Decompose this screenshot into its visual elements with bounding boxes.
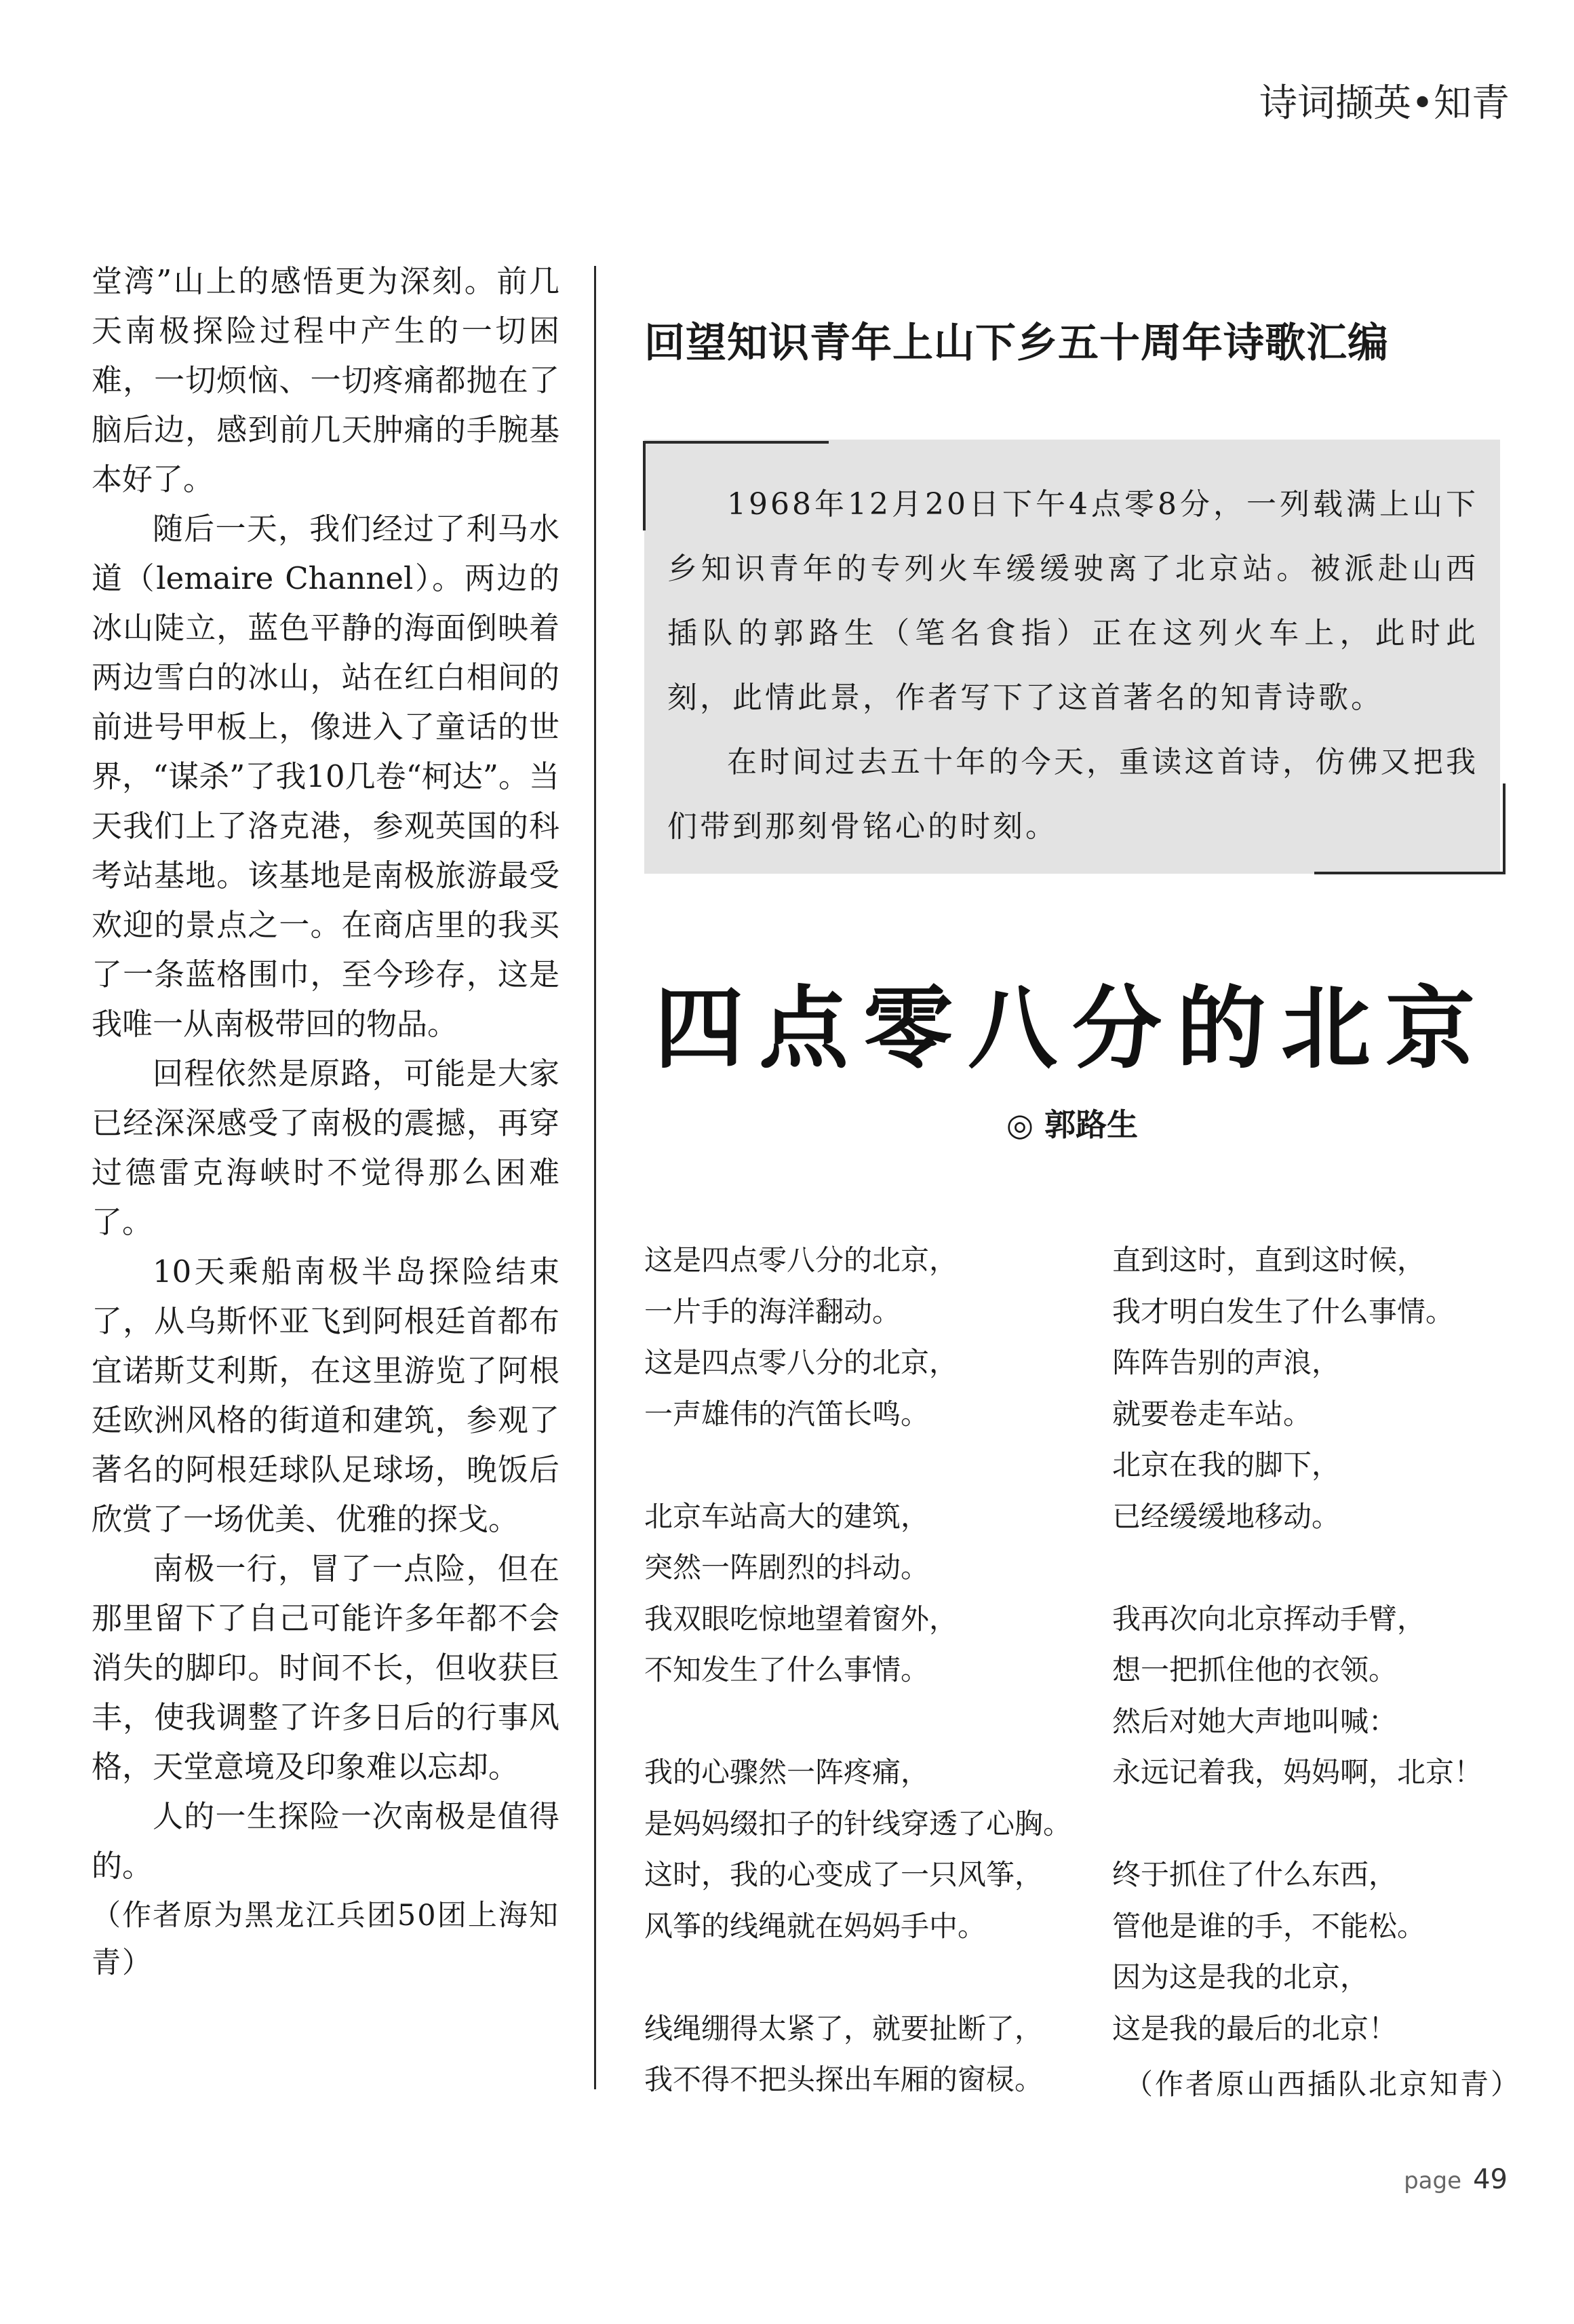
poem-column-left: [644, 1235, 1071, 2106]
paragraph: 南极一行，冒了一点险，但在那里留下了自己可能许多年都不会消失的脚印。时间不长，但收获巨丰，使我调整了许多日后的行事风格，天堂意境及印象难以忘却。: [92, 1551, 559, 1785]
page-label: page: [1404, 2167, 1461, 2194]
poem-line: 因为这是我的北京，: [1112, 1960, 1369, 1994]
paragraph: 堂湾”山上的感悟更为深刻。前几天南极探险过程中产生的一切困难，一切烦恼、一切疼痛都抛在了脑后边，感到前几天肿痛的手腕基本好了。: [92, 263, 559, 497]
poem-title: 四点零八分的北京: [654, 977, 1490, 1081]
poem-line: 这时，我的心变成了一只风筝，: [644, 1858, 1044, 1891]
paragraph: 回程依然是原路，可能是大家已经深深感受了南极的震撼，再穿过德雷克海峡时不觉得那么困难了。: [92, 1056, 559, 1240]
poem-line: 我双眼吃惊地望着窗外，: [644, 1602, 958, 1635]
poem-line: 直到这时，直到这时候，: [1112, 1243, 1426, 1277]
page-footer: [1404, 2164, 1508, 2195]
page-number: 49: [1473, 2164, 1508, 2195]
paragraph: 随后一天，我们经过了利马水道（lemaire Channel）。两边的冰山陡立，蓝色平静的海面倒映着两边雪白的冰山，站在红白相间的前进号甲板上，像进入了童话的世界，“谋杀”了我10几卷“柯达”。当天我们上了洛克港，参观英国的科考站基地。该基地是南极旅游最受欢迎的景点之一。在商店里的我买了一条蓝格围巾，至今珍存，这是我唯一从南极带回的物品。: [92, 511, 559, 1042]
poem-line: 一片手的海洋翻动。: [644, 1294, 901, 1328]
poem-line: 这是四点零八分的北京，: [644, 1243, 958, 1277]
poem-line: [1112, 1542, 1482, 1593]
box-corner-top-left: [643, 441, 829, 530]
poem-line: 一声雄伟的汽笛长鸣。: [644, 1397, 930, 1431]
column-divider: [594, 266, 596, 2089]
poem-author: ◎ 郭路生: [1006, 1106, 1139, 1143]
box-corner-bottom-right: [1314, 783, 1506, 874]
poem-line: 就要卷走车站。: [1112, 1397, 1312, 1431]
intro-paragraph: 1968年12月20日下午4点零8分，一列载满上山下乡知识青年的专列火车缓缓驶离了北京站。被派赴山西插队的郭路生（笔名食指）正在这列火车上，此时此刻，此情此景，作者写下了这首著名的知青诗歌。: [667, 487, 1478, 715]
poem-line: 这是四点零八分的北京，: [644, 1346, 958, 1379]
poem-line: 然后对她大声地叫喊：: [1112, 1704, 1398, 1738]
poem-line: 已经缓缓地移动。: [1112, 1499, 1341, 1533]
paragraph: 10天乘船南极半岛探险结束了，从乌斯怀亚飞到阿根廷首都布宜诺斯艾利斯，在这里游览了阿根廷欧洲风格的街道和建筑，参观了著名的阿根廷球队足球场，晚饭后欣赏了一场优美、优雅的探戈。: [92, 1254, 559, 1537]
poem-line: 想一把抓住他的衣领。: [1112, 1653, 1398, 1686]
poem-line: 是妈妈缀扣子的针线穿透了心胸。: [644, 1806, 1072, 1840]
poem-line: 这是我的最后的北京！: [1112, 2011, 1398, 2045]
poem-line: 我才明白发生了什么事情。: [1112, 1294, 1455, 1328]
series-title: 回望知识青年上山下乡五十周年诗歌汇编: [644, 319, 1389, 367]
poem-line: 终于抓住了什么东西，: [1112, 1858, 1398, 1891]
poem-line: 我再次向北京挥动手臂，: [1112, 1602, 1426, 1635]
poem-line: 管他是谁的手，不能松。: [1112, 1909, 1426, 1943]
poem-line: 不知发生了什么事情。: [644, 1653, 930, 1686]
poem-line: 线绳绷得太紧了，就要扯断了，: [644, 2011, 1044, 2045]
poem-line: [644, 1696, 1071, 1747]
paragraph: 人的一生探险一次南极是值得的。: [92, 1798, 559, 1884]
author-note: （作者原为黑龙江兵团50团上海知青）: [92, 1899, 559, 1980]
poem-line: 我不得不把头探出车厢的窗棂。: [644, 2063, 1044, 2096]
poem-line: [1112, 1798, 1482, 1850]
poem-author-note: （作者原山西插队北京知青）: [1124, 2068, 1522, 2101]
poem-line: [644, 1952, 1071, 2003]
poem-line: 永远记着我，妈妈啊，北京！: [1112, 1756, 1483, 1789]
poem-column-right: [1112, 1235, 1482, 2054]
article-continuation: [92, 256, 559, 1987]
poem-line: [644, 1439, 1071, 1491]
poem-line: 北京在我的脚下，: [1112, 1448, 1341, 1481]
poem-line: 突然一阵剧烈的抖动。: [644, 1551, 930, 1584]
section-tag: 诗词撷英•知青: [1259, 81, 1510, 125]
poem-line: 我的心骤然一阵疼痛，: [644, 1756, 930, 1789]
poem-line: 阵阵告别的声浪，: [1112, 1346, 1341, 1379]
poem-line: 风筝的线绳就在妈妈手中。: [644, 1909, 987, 1943]
poem-line: 北京车站高大的建筑，: [644, 1499, 930, 1533]
intro-paragraph: 在时间过去五十年的今天，重读这首诗，仿佛又把我们带到那刻骨铭心的时刻。: [667, 745, 1478, 844]
